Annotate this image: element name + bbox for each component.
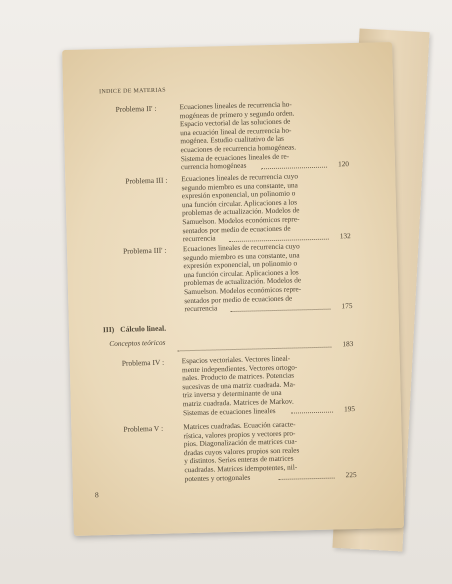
running-header: INDICE DE MATERIAS	[99, 87, 166, 96]
section-heading: III) Cálculo lineal.	[102, 323, 167, 335]
entry-text-problema-iii: Ecuaciones lineales de recurrencia cuyo segundo miembro es una constante, una expresión exponencial, un polinomio o una función circular. Aplicaciones a los problemas de actualización. Modelos de Samuelson. Modelos económicos repre- sentados por medio de ecuaciones de recurrencia	[181, 171, 300, 244]
page-ref: 132	[339, 231, 351, 241]
entry-label-problema-iv: Problema IV :	[121, 357, 165, 368]
page-ref: 195	[343, 404, 356, 414]
entry-label-problema-v: Problema V :	[123, 423, 164, 434]
subsection-heading: Conceptos teóricos	[109, 337, 166, 349]
entry-label-problema-iii: Problema III :	[125, 175, 168, 186]
entry-label-problema-ii-prime: Problema II' :	[115, 103, 157, 114]
page-ref: 175	[341, 301, 353, 311]
dot-leader	[177, 347, 331, 352]
page-ref: 183	[342, 339, 354, 349]
page-ref: 225	[345, 470, 357, 480]
page-number: 8	[94, 490, 99, 500]
entry-text-problema-iii-prime: Ecuaciones lineales de recurrencia cuyo segundo miembro es una constante, una expresión exponencial, un polinomio o una función circular. Aplicaciones a los problemas de actualización. Modelos de Samuelson. Modelos económicos repre- sentados por medio de ecuaciones de recurrencia	[182, 241, 302, 314]
entry-label-problema-iii-prime: Problema III' :	[122, 245, 167, 256]
entry-text-problema-iv: Espacios vectoriales. Vectores lineal- mente independientes. Vectores ortogo- nales. Producto de matrices. Potencias sucesivas de una matriz cuadrada. Ma- triz inversa y determinante de una matriz cuadrada. Matrices de Markov. Sistemas de ecuaciones lineales	[181, 353, 298, 417]
page-ref: 120	[337, 159, 350, 169]
entry-text-problema-v: Matrices cuadradas. Ecuación caracte- rística, valores propios y vectores pro- pios. Diagonalización de matrices cua- dradas cuyos valores propios son reales y distintos. Series enteras de matrices cuadradas. Matrices idempotentes, nil- potentes y ortogonales	[183, 419, 300, 483]
entry-text-problema-ii-prime: Ecuaciones lineales de recurrencia ho- mogéneas de primero y segundo orden. Espacio vectorial de las soluciones de una ecuación lineal de recurrencia ho- mogénea. Estudio cualitativo de las ecuaciones de recurrencia homogéneas. Sistema de ecuaciones lineales de re- currencia homogéneas	[179, 99, 297, 172]
book-page	[62, 42, 404, 536]
